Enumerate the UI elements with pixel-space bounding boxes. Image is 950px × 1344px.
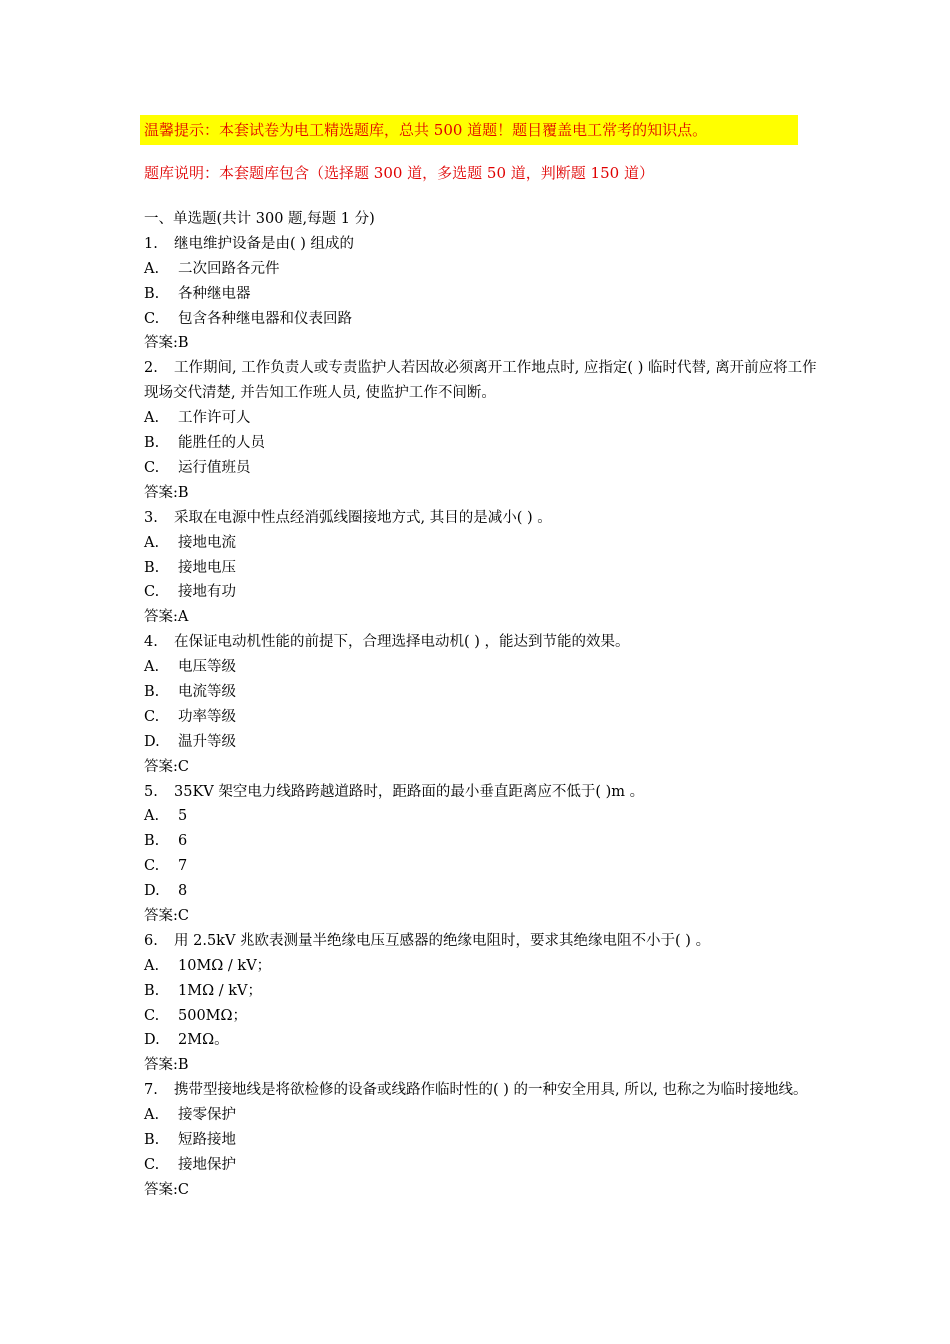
question-stem bbox=[144, 506, 824, 531]
option-text: 1MΩ / kV； bbox=[178, 982, 262, 999]
question-number: 2. bbox=[144, 360, 158, 377]
question-stem bbox=[144, 232, 824, 257]
option-label: D. bbox=[144, 883, 160, 900]
option bbox=[144, 1153, 824, 1178]
option-text: 2MΩ。 bbox=[178, 1032, 229, 1049]
option bbox=[144, 854, 824, 879]
option-text: 短路接地 bbox=[178, 1132, 236, 1148]
option-text: 温升等级 bbox=[178, 733, 236, 750]
option-text: 二次回路各元件 bbox=[178, 260, 280, 277]
question bbox=[144, 232, 824, 356]
option-label: B. bbox=[144, 1132, 160, 1148]
option-text: 接地电流 bbox=[178, 534, 236, 551]
option-label: B. bbox=[144, 435, 160, 452]
option-text: 接零保护 bbox=[178, 1107, 236, 1124]
option-text: 各种继电器 bbox=[178, 285, 251, 302]
option-text: 10MΩ / kV； bbox=[178, 957, 272, 974]
option-text: 5 bbox=[178, 808, 188, 825]
question-number: 4. bbox=[144, 634, 158, 651]
answer: 答案:A bbox=[144, 609, 189, 626]
question-number: 3. bbox=[144, 509, 158, 526]
question-stem bbox=[144, 780, 824, 805]
option-label: A. bbox=[144, 957, 160, 974]
question-text: 继电维护设备是由( ) 组成的 bbox=[174, 235, 355, 252]
option-label: A. bbox=[144, 410, 160, 427]
option-label: C. bbox=[144, 584, 160, 601]
answer: 答案:C bbox=[144, 907, 189, 924]
option-label: C. bbox=[144, 858, 160, 875]
option-text: 接地有功 bbox=[178, 584, 236, 601]
answer: 答案:B bbox=[144, 1057, 189, 1074]
option bbox=[144, 282, 824, 307]
option bbox=[144, 979, 824, 1004]
question-number: 6. bbox=[144, 932, 158, 949]
option bbox=[144, 954, 824, 979]
option-label: D. bbox=[144, 733, 160, 750]
option bbox=[144, 680, 824, 705]
question-text: 携带型接地线是将欲检修的设备或线路作临时性的( ) 的一种安全用具, 所以, 也称之为临时接地线。 bbox=[174, 1082, 808, 1099]
option-label: D. bbox=[144, 1032, 160, 1049]
option bbox=[144, 307, 824, 332]
question-number: 5. bbox=[144, 783, 158, 800]
option-label: C. bbox=[144, 1156, 160, 1173]
option bbox=[144, 580, 824, 605]
answer: 答案:C bbox=[144, 758, 189, 775]
option bbox=[144, 1103, 824, 1128]
option-text: 包含各种继电器和仪表回路 bbox=[178, 310, 352, 327]
option-label: A. bbox=[144, 1107, 160, 1124]
option-text: 功率等级 bbox=[178, 708, 236, 725]
option-text: 工作许可人 bbox=[178, 410, 251, 427]
answer: 答案:C bbox=[144, 1181, 189, 1198]
option bbox=[144, 804, 824, 829]
option bbox=[144, 879, 824, 904]
option-text: 能胜任的人员 bbox=[178, 435, 265, 452]
option-label: B. bbox=[144, 683, 160, 700]
section-title: 一、单选题(共计 300 题,每题 1 分) bbox=[144, 211, 375, 227]
question bbox=[144, 506, 824, 630]
question bbox=[144, 356, 824, 505]
option bbox=[144, 1004, 824, 1029]
option-label: A. bbox=[144, 260, 160, 277]
question-stem bbox=[144, 356, 824, 406]
option-label: B. bbox=[144, 285, 160, 302]
option-text: 电流等级 bbox=[178, 683, 236, 700]
option-text: 电压等级 bbox=[178, 659, 236, 676]
question-text: 在保证电动机性能的前提下，合理选择电动机( ) ，能达到节能的效果。 bbox=[174, 634, 630, 651]
option bbox=[144, 431, 824, 456]
question bbox=[144, 780, 824, 929]
option-label: B. bbox=[144, 833, 160, 850]
option-label: C. bbox=[144, 1007, 160, 1024]
option-text: 500MΩ； bbox=[178, 1007, 248, 1024]
question bbox=[144, 630, 824, 779]
question-stem bbox=[144, 929, 824, 954]
option-label: C. bbox=[144, 310, 160, 327]
option bbox=[144, 1028, 824, 1053]
option-text: 接地电压 bbox=[178, 559, 236, 576]
option bbox=[144, 556, 824, 581]
option-text: 运行值班员 bbox=[178, 459, 251, 476]
question-number: 7. bbox=[144, 1082, 158, 1099]
question-stem bbox=[144, 1078, 824, 1103]
question-text: 采取在电源中性点经消弧线圈接地方式, 其目的是减小( ) 。 bbox=[174, 509, 552, 526]
question-text: 35KV 架空电力线路跨越道路时，距路面的最小垂直距离应不低于( )m 。 bbox=[174, 783, 645, 800]
option bbox=[144, 456, 824, 481]
option bbox=[144, 730, 824, 755]
option-label: A. bbox=[144, 534, 160, 551]
answer: 答案:B bbox=[144, 335, 189, 352]
option-label: A. bbox=[144, 659, 160, 676]
question-stem bbox=[144, 630, 824, 655]
question bbox=[144, 1078, 824, 1202]
question-list bbox=[144, 207, 824, 1203]
option bbox=[144, 406, 824, 431]
option-text: 7 bbox=[178, 858, 188, 875]
option-label: C. bbox=[144, 708, 160, 725]
option bbox=[144, 829, 824, 854]
question-text: 工作期间, 工作负责人或专责监护人若因故必须离开工作地点时, 应指定( ) 临时代替, 离开前应将工作现场交代清楚, 并告知工作班人员, 使监护工作不间断。 bbox=[144, 360, 817, 402]
option bbox=[144, 655, 824, 680]
bank-description: 题库说明：本套题库包含（选择题 300 道，多选题 50 道，判断题 150 道） bbox=[144, 164, 654, 182]
option-label: C. bbox=[144, 459, 160, 476]
question-text: 用 2.5kV 兆欧表测量半绝缘电压互感器的绝缘电阻时，要求其绝缘电阻不小于( ) 。 bbox=[174, 932, 711, 949]
option-label: A. bbox=[144, 808, 160, 825]
notice-banner: 温馨提示：本套试卷为电工精选题库，总共 500 道题！题目覆盖电工常考的知识点。 bbox=[140, 115, 798, 145]
option bbox=[144, 705, 824, 730]
option-text: 6 bbox=[178, 833, 188, 850]
option-label: B. bbox=[144, 982, 160, 999]
option-label: B. bbox=[144, 559, 160, 576]
option bbox=[144, 257, 824, 282]
option-text: 8 bbox=[178, 883, 188, 900]
question-number: 1. bbox=[144, 235, 158, 252]
option bbox=[144, 531, 824, 556]
option-text: 接地保护 bbox=[178, 1156, 236, 1173]
answer: 答案:B bbox=[144, 484, 189, 501]
option bbox=[144, 1128, 824, 1153]
question bbox=[144, 929, 824, 1078]
